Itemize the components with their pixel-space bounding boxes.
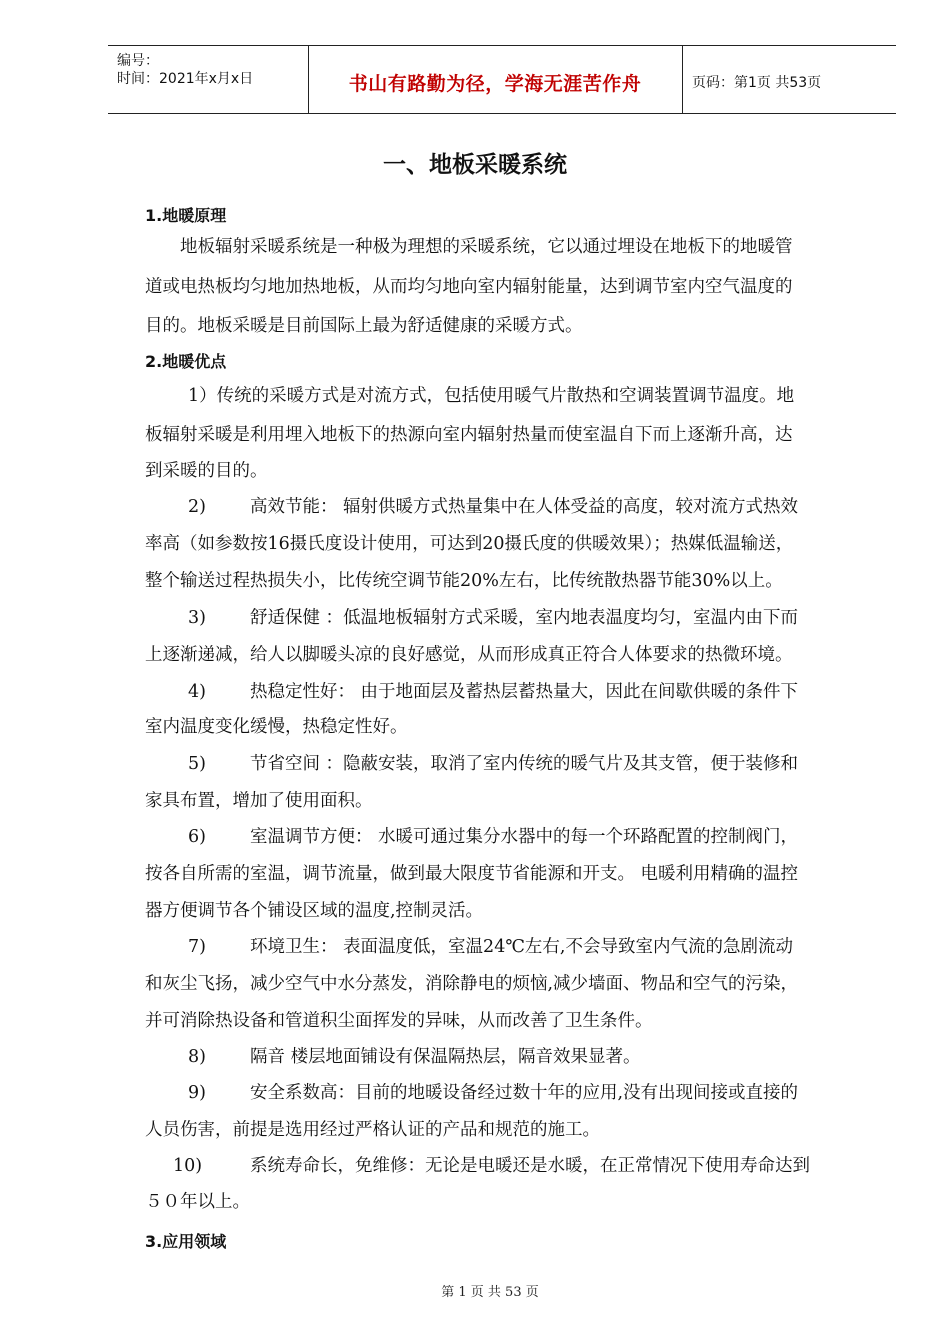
- advantage-number: 9): [188, 1083, 206, 1103]
- advantage-line: 到采暖的目的。: [145, 461, 268, 481]
- header-motto-cell: [308, 46, 683, 113]
- advantage-line: ５０年以上。: [145, 1192, 250, 1212]
- advantage-number: 10): [173, 1156, 203, 1176]
- advantage-line: 并可消除热设备和管道积尘面挥发的异味，从而改善了卫生条件。: [145, 1011, 653, 1031]
- principle-line: 道或电热板均匀地加热地板，从而均匀地向室内辐射能量，达到调节室内空气温度的: [145, 277, 793, 297]
- advantage-line: 和灰尘飞扬，减少空气中水分蒸发，消除静电的烦恼,减少墙面、物品和空气的污染，: [145, 974, 799, 994]
- section-heading-applications: 3.应用领域: [145, 1232, 227, 1251]
- advantage-line: 舒适保健 ：低温地板辐射方式采暖，室内地表温度均匀，室温内由下而: [250, 608, 799, 628]
- section-heading-principle: 1.地暖原理: [145, 206, 227, 225]
- advantage-line: 上逐渐递减，给人以脚暖头凉的良好感觉，从而形成真正符合人体要求的热微环境。: [145, 645, 793, 665]
- advantage-line: 环境卫生： 表面温度低，室温24℃左右,不会导致室内气流的急剧流动: [250, 937, 793, 957]
- advantage-line: 室温调节方便： 水暖可通过集分水器中的每一个环路配置的控制阀门，: [250, 827, 799, 847]
- document-title: 一、地板采暖系统: [383, 152, 567, 178]
- header-page-cell: [683, 46, 896, 113]
- advantage-number: 7): [188, 937, 206, 957]
- page-header: [108, 45, 896, 114]
- advantage-line: 器方便调节各个铺设区域的温度,控制灵活。: [145, 901, 484, 921]
- advantage-line: 率高（如参数按16摄氏度设计使用，可达到20摄氏度的供暖效果）；热媒低温输送，: [145, 534, 794, 554]
- serial-label: 编号：: [117, 53, 159, 69]
- advantage-line: 人员伤害，前提是选用经过严格认证的产品和规范的施工。: [145, 1120, 600, 1140]
- header-meta-cell: [108, 46, 309, 113]
- advantage-number: 8): [188, 1047, 206, 1067]
- advantage-line: 按各自所需的室温，调节流量，做到最大限度节省能源和开支。 电暖利用精确的温控: [145, 864, 799, 884]
- advantage-number: 4): [188, 682, 206, 702]
- advantage-line: 热稳定性好： 由于地面层及蓄热层蓄热量大，因此在间歇供暖的条件下: [250, 682, 799, 702]
- advantage-line: 安全系数高：目前的地暖设备经过数十年的应用,没有出现间接或直接的: [250, 1083, 799, 1103]
- principle-line: 地板辐射采暖系统是一种极为理想的采暖系统，它以通过埋设在地板下的地暖管: [180, 237, 793, 257]
- date-label: 时间：2021年x月x日: [117, 71, 254, 87]
- principle-line: 目的。地板采暖是目前国际上最为舒适健康的采暖方式。: [145, 316, 583, 336]
- page-info: 页码：第1页 共53页: [692, 75, 822, 91]
- advantage-line: 节省空间 ：隐蔽安装，取消了室内传统的暖气片及其支管，便于装修和: [250, 754, 799, 774]
- advantage-line: 室内温度变化缓慢，热稳定性好。: [145, 717, 408, 737]
- advantage-number: 6): [188, 827, 206, 847]
- advantage-number: 3): [188, 608, 206, 628]
- motto: 书山有路勤为径，学海无涯苦作舟: [348, 73, 642, 95]
- page-footer: 第 1 页 共 53 页: [441, 1285, 539, 1300]
- advantage-line: 整个输送过程热损失小，比传统空调节能20%左右，比传统散热器节能30%以上。: [145, 571, 783, 591]
- advantage-number: 2): [188, 497, 206, 517]
- advantage-line: 家具布置，增加了使用面积。: [145, 791, 373, 811]
- advantage-line: 1）传统的采暖方式是对流方式，包括使用暖气片散热和空调装置调节温度。地: [188, 386, 795, 406]
- advantage-line: 系统寿命长，免维修：无论是电暖还是水暖，在正常情况下使用寿命达到: [250, 1156, 810, 1176]
- advantage-number: 5): [188, 754, 206, 774]
- section-heading-advantages: 2.地暖优点: [145, 352, 227, 371]
- advantage-line: 板辐射采暖是利用埋入地板下的热源向室内辐射热量而使室温自下而上逐渐升高，达: [145, 425, 793, 445]
- advantage-line: 高效节能： 辐射供暖方式热量集中在人体受益的高度，较对流方式热效: [250, 497, 799, 517]
- advantage-line: 隔音 楼层地面铺设有保温隔热层，隔音效果显著。: [250, 1047, 641, 1067]
